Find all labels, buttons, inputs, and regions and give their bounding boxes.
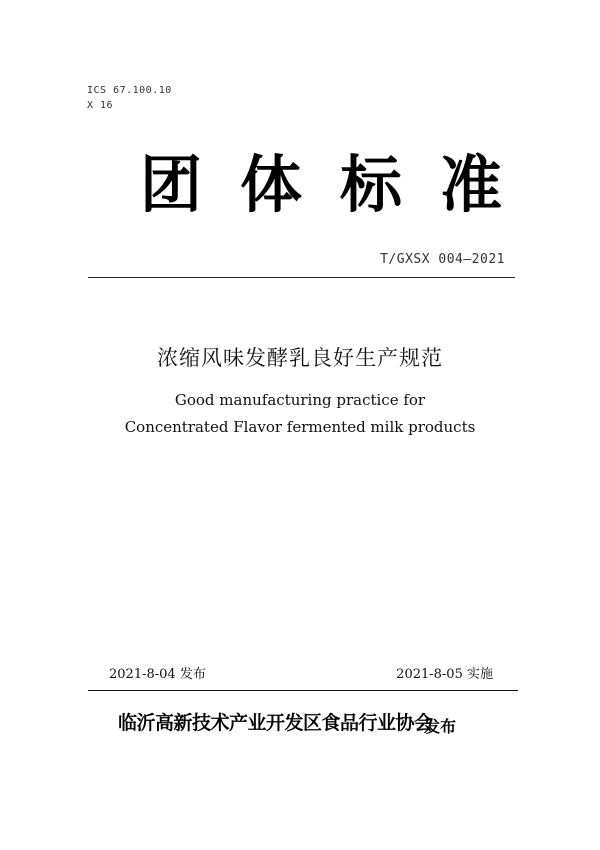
document-type-heading: 团体标准 [140, 148, 541, 221]
classification-code: X 16 [87, 100, 114, 111]
implementation-date: 2021-8-05 实施 [396, 667, 493, 682]
bottom-divider [88, 690, 518, 691]
chinese-title: 浓缩风味发酵乳良好生产规范 [157, 346, 443, 370]
english-title-line-2: Concentrated Flavor fermented milk products [124, 418, 476, 436]
ics-code: ICS 67.100.10 [87, 85, 172, 96]
standard-number: T/GXSX 004—2021 [380, 252, 505, 267]
issue-date: 2021-8-04 发布 [109, 667, 206, 682]
publish-label: 发布 [424, 717, 457, 736]
top-divider [88, 277, 515, 278]
publisher-name: 临沂高新技术产业开发区食品行业协会 [118, 712, 433, 734]
english-title-line-1: Good manufacturing practice for [174, 391, 426, 409]
